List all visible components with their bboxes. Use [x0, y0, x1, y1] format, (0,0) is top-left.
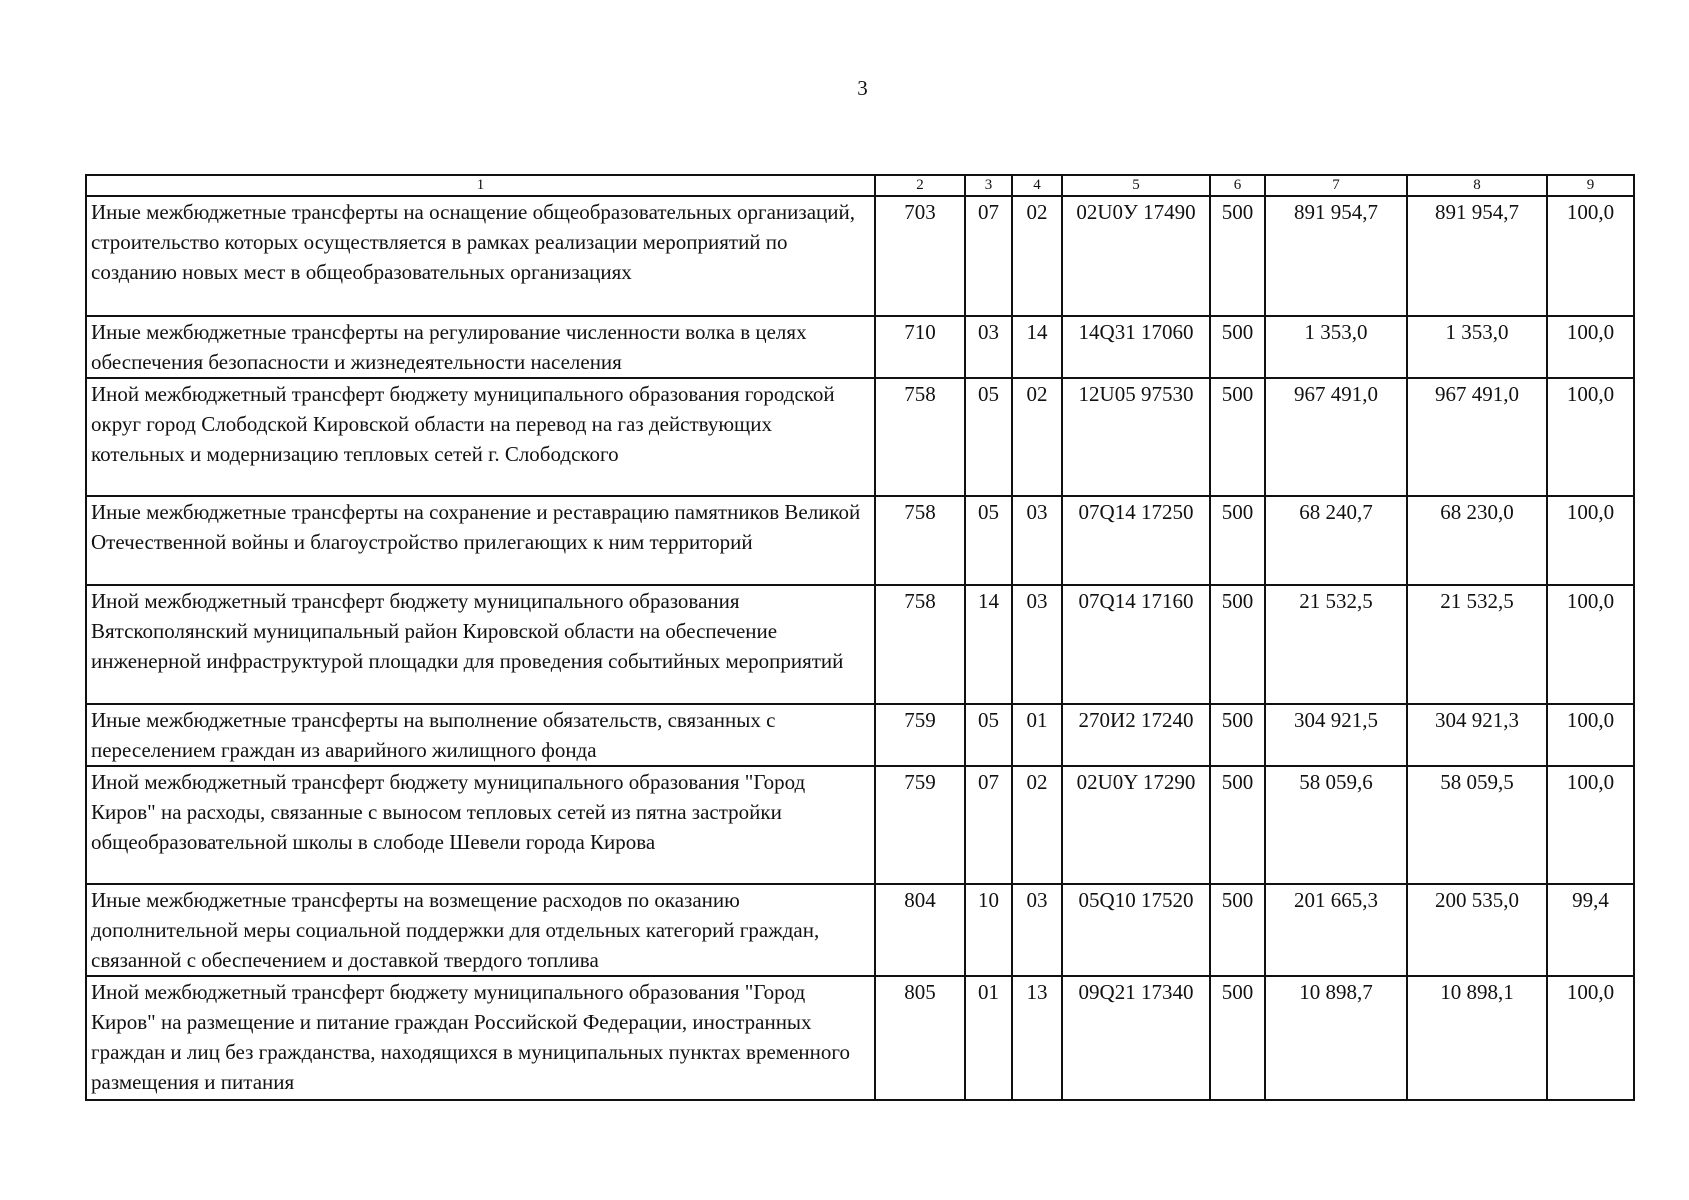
row-subsection-code: 01 — [1012, 704, 1062, 766]
column-header-5: 5 — [1062, 175, 1210, 196]
row-executed-amount: 21 532,5 — [1407, 585, 1547, 704]
row-section-code: 05 — [965, 496, 1012, 585]
row-subsection-code: 02 — [1012, 196, 1062, 316]
row-planned-amount: 68 240,7 — [1265, 496, 1407, 585]
row-execution-percent: 100,0 — [1547, 976, 1634, 1100]
column-header-7: 7 — [1265, 175, 1407, 196]
row-subsection-code: 03 — [1012, 585, 1062, 704]
row-description: Иные межбюджетные трансферты на выполнение обязательств, связанных с переселением граждан из аварийного жилищного фонда — [86, 704, 875, 766]
row-ministry-code: 710 — [875, 316, 965, 378]
row-section-code: 05 — [965, 704, 1012, 766]
row-executed-amount: 967 491,0 — [1407, 378, 1547, 496]
table-row — [86, 378, 1634, 496]
row-subsection-code: 03 — [1012, 884, 1062, 976]
table-row — [86, 585, 1634, 704]
row-ministry-code: 804 — [875, 884, 965, 976]
row-section-code: 07 — [965, 196, 1012, 316]
row-section-code: 07 — [965, 766, 1012, 884]
row-executed-amount: 68 230,0 — [1407, 496, 1547, 585]
row-target-article: 270И2 17240 — [1062, 704, 1210, 766]
column-header-4: 4 — [1012, 175, 1062, 196]
table-row — [86, 976, 1634, 1100]
row-subsection-code: 03 — [1012, 496, 1062, 585]
row-subsection-code: 02 — [1012, 766, 1062, 884]
table-row — [86, 316, 1634, 378]
row-ministry-code: 759 — [875, 704, 965, 766]
column-header-6: 6 — [1210, 175, 1265, 196]
row-target-article: 05Q10 17520 — [1062, 884, 1210, 976]
table-row — [86, 884, 1634, 976]
row-description: Иной межбюджетный трансферт бюджету муниципального образования "Город Киров" на расходы, связанные с выносом тепловых сетей из пятна застройки общеобразовательной школы в слободе Шевели города Кирова — [86, 766, 875, 884]
row-execution-percent: 100,0 — [1547, 196, 1634, 316]
row-expense-type: 500 — [1210, 585, 1265, 704]
row-executed-amount: 200 535,0 — [1407, 884, 1547, 976]
row-executed-amount: 891 954,7 — [1407, 196, 1547, 316]
page-number: 3 — [857, 76, 868, 100]
row-expense-type: 500 — [1210, 884, 1265, 976]
row-subsection-code: 02 — [1012, 378, 1062, 496]
row-expense-type: 500 — [1210, 766, 1265, 884]
column-header-8: 8 — [1407, 175, 1547, 196]
header-row — [86, 175, 1634, 196]
row-planned-amount: 891 954,7 — [1265, 196, 1407, 316]
column-header-2: 2 — [875, 175, 965, 196]
row-expense-type: 500 — [1210, 196, 1265, 316]
row-section-code: 10 — [965, 884, 1012, 976]
row-description: Иной межбюджетный трансферт бюджету муниципального образования городской округ город Слободской Кировской области на перевод на газ действующих котельных и модернизацию тепловых сетей г. Слободского — [86, 378, 875, 496]
row-ministry-code: 703 — [875, 196, 965, 316]
row-planned-amount: 1 353,0 — [1265, 316, 1407, 378]
row-planned-amount: 967 491,0 — [1265, 378, 1407, 496]
row-executed-amount: 58 059,5 — [1407, 766, 1547, 884]
row-ministry-code: 759 — [875, 766, 965, 884]
row-target-article: 14Q31 17060 — [1062, 316, 1210, 378]
row-target-article: 07Q14 17250 — [1062, 496, 1210, 585]
row-execution-percent: 99,4 — [1547, 884, 1634, 976]
row-description: Иные межбюджетные трансферты на регулирование численности волка в целях обеспечения безопасности и жизнедеятельности населения — [86, 316, 875, 378]
row-section-code: 01 — [965, 976, 1012, 1100]
row-description: Иные межбюджетные трансферты на возмещение расходов по оказанию дополнительной меры социальной поддержки для отдельных категорий граждан, связанной с обеспечением и доставкой твердого топлива — [86, 884, 875, 976]
row-expense-type: 500 — [1210, 976, 1265, 1100]
table-row — [86, 766, 1634, 884]
row-ministry-code: 805 — [875, 976, 965, 1100]
row-description: Иной межбюджетный трансферт бюджету муниципального образования "Город Киров" на размещение и питание граждан Российской Федерации, иностранных граждан и лиц без гражданства, находящихся в муниципальных пунктах временного размещения и питания — [86, 976, 875, 1100]
row-description: Иные межбюджетные трансферты на оснащение общеобразовательных организаций, строительство которых осуществляется в рамках реализации мероприятий по созданию новых мест в общеобразовательных организациях — [86, 196, 875, 316]
table-row — [86, 496, 1634, 585]
row-execution-percent: 100,0 — [1547, 766, 1634, 884]
row-planned-amount: 201 665,3 — [1265, 884, 1407, 976]
row-ministry-code: 758 — [875, 585, 965, 704]
row-planned-amount: 58 059,6 — [1265, 766, 1407, 884]
row-expense-type: 500 — [1210, 378, 1265, 496]
row-subsection-code: 14 — [1012, 316, 1062, 378]
row-section-code: 14 — [965, 585, 1012, 704]
budget-transfers-table — [85, 174, 1635, 1101]
table-row — [86, 704, 1634, 766]
row-subsection-code: 13 — [1012, 976, 1062, 1100]
row-description: Иной межбюджетный трансферт бюджету муниципального образования Вятскополянский муниципальный район Кировской области на обеспечение инженерной инфраструктурой площадки для проведения событийных мероприятий — [86, 585, 875, 704]
table-row — [86, 196, 1634, 316]
row-target-article: 02U0У 17490 — [1062, 196, 1210, 316]
column-header-3: 3 — [965, 175, 1012, 196]
row-target-article: 07Q14 17160 — [1062, 585, 1210, 704]
row-planned-amount: 10 898,7 — [1265, 976, 1407, 1100]
column-header-9: 9 — [1547, 175, 1634, 196]
row-planned-amount: 21 532,5 — [1265, 585, 1407, 704]
row-target-article: 12U05 97530 — [1062, 378, 1210, 496]
row-executed-amount: 304 921,3 — [1407, 704, 1547, 766]
row-execution-percent: 100,0 — [1547, 316, 1634, 378]
row-target-article: 02U0Y 17290 — [1062, 766, 1210, 884]
row-executed-amount: 1 353,0 — [1407, 316, 1547, 378]
row-execution-percent: 100,0 — [1547, 496, 1634, 585]
column-header-1: 1 — [86, 175, 875, 196]
row-expense-type: 500 — [1210, 316, 1265, 378]
row-expense-type: 500 — [1210, 496, 1265, 585]
row-execution-percent: 100,0 — [1547, 378, 1634, 496]
row-executed-amount: 10 898,1 — [1407, 976, 1547, 1100]
row-section-code: 03 — [965, 316, 1012, 378]
row-execution-percent: 100,0 — [1547, 704, 1634, 766]
row-ministry-code: 758 — [875, 496, 965, 585]
row-section-code: 05 — [965, 378, 1012, 496]
row-description: Иные межбюджетные трансферты на сохранение и реставрацию памятников Великой Отечественной войны и благоустройство прилегающих к ним территорий — [86, 496, 875, 585]
row-expense-type: 500 — [1210, 704, 1265, 766]
row-target-article: 09Q21 17340 — [1062, 976, 1210, 1100]
row-planned-amount: 304 921,5 — [1265, 704, 1407, 766]
row-execution-percent: 100,0 — [1547, 585, 1634, 704]
row-ministry-code: 758 — [875, 378, 965, 496]
